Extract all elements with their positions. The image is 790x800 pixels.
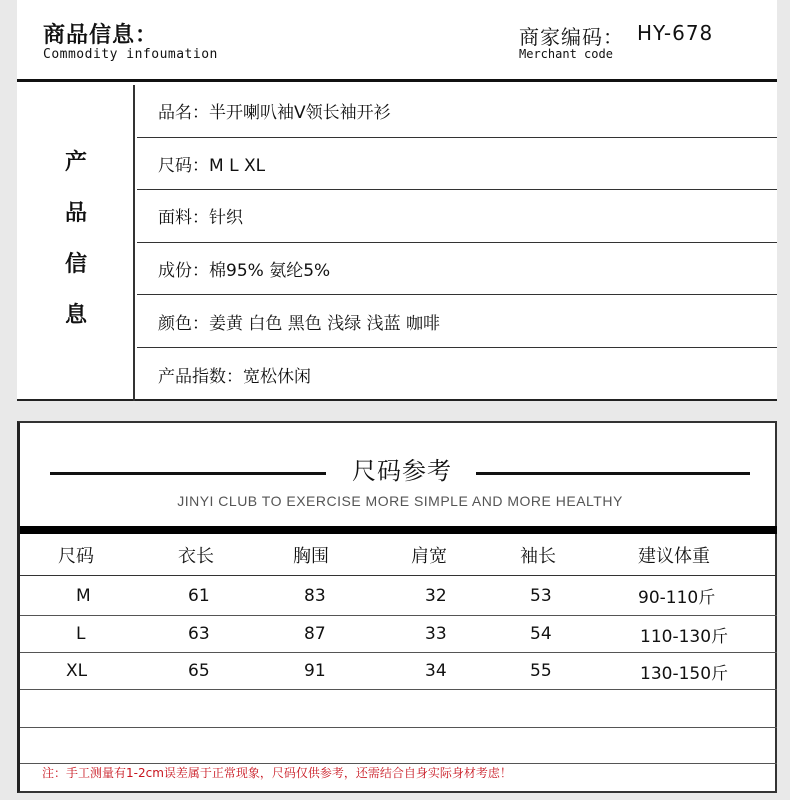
- size-chart-divider: [20, 526, 777, 534]
- column-header: 胸围: [293, 545, 329, 567]
- table-cell: M: [76, 585, 91, 606]
- attr-fabric: 面料：针织: [137, 190, 777, 243]
- table-cell: 130-150斤: [640, 663, 729, 684]
- merchant-code-subtitle: Merchant code: [519, 47, 613, 61]
- attr-style-index: 产品指数：宽松休闲: [158, 366, 311, 387]
- table-cell: 110-130斤: [640, 626, 729, 647]
- info-header: [17, 0, 777, 82]
- column-header: 袖长: [520, 545, 556, 567]
- attr-product-name: 品名：半开喇叭袖V领长袖开衫: [137, 85, 777, 138]
- info-subtitle: Commodity infoumation: [43, 47, 218, 62]
- size-table-header: [20, 534, 777, 576]
- column-header: 肩宽: [411, 545, 447, 567]
- table-cell: 33: [425, 624, 447, 644]
- column-header: 衣长: [178, 545, 214, 567]
- title-rule-left: [50, 472, 326, 475]
- side-label-char: 息: [64, 303, 87, 328]
- table-row: [20, 616, 777, 653]
- merchant-code-label: 商家编码：: [519, 25, 624, 49]
- size-chart-title: 尺码参考: [352, 457, 452, 485]
- table-row-empty: [20, 728, 777, 764]
- size-table: [20, 534, 777, 764]
- size-chart-card: [17, 421, 777, 793]
- column-header: 建议体重: [638, 545, 710, 567]
- table-cell: 32: [425, 585, 447, 606]
- info-body: [17, 85, 777, 401]
- attr-colors: 颜色：姜黄 白色 黑色 浅绿 浅蓝 咖啡: [137, 295, 777, 348]
- measurement-note: 注：手工测量有1-2cm误差属于正常现象，尺码仅供参考，还需结合自身实际身材考虑！: [42, 766, 512, 780]
- column-header: 尺码: [58, 545, 94, 567]
- table-cell: 53: [530, 585, 552, 606]
- product-info-card: [17, 0, 777, 401]
- product-info-side-label: [17, 85, 135, 401]
- table-cell: 34: [425, 661, 447, 681]
- side-label-char: 品: [64, 201, 87, 226]
- table-cell: 63: [188, 624, 210, 644]
- title-rule-right: [476, 472, 750, 475]
- attribute-list: [137, 85, 777, 401]
- table-cell: 55: [530, 661, 552, 681]
- table-cell: XL: [66, 661, 88, 681]
- merchant-code-value: HY-678: [637, 21, 714, 45]
- attr-composition: 成份：棉95% 氨纶5%: [137, 243, 777, 296]
- table-cell: 91: [304, 661, 326, 681]
- size-chart-subtitle: JINYI CLUB TO EXERCISE MORE SIMPLE AND MORE HEALTHY: [177, 493, 623, 509]
- table-cell: 61: [188, 585, 210, 606]
- table-row: [20, 653, 777, 690]
- table-cell: L: [76, 624, 86, 644]
- table-cell: 83: [304, 585, 326, 606]
- table-cell: 65: [188, 661, 210, 681]
- table-cell: 87: [304, 624, 326, 644]
- table-cell: 54: [530, 624, 552, 644]
- table-cell: 90-110斤: [638, 588, 716, 608]
- table-row-empty: [20, 690, 777, 728]
- info-title: 商品信息：: [43, 23, 159, 48]
- table-row: [20, 576, 777, 616]
- side-label-char: 产: [64, 150, 87, 175]
- attr-sizes: 尺码：M L XL: [137, 138, 777, 191]
- side-label-char: 信: [64, 252, 87, 277]
